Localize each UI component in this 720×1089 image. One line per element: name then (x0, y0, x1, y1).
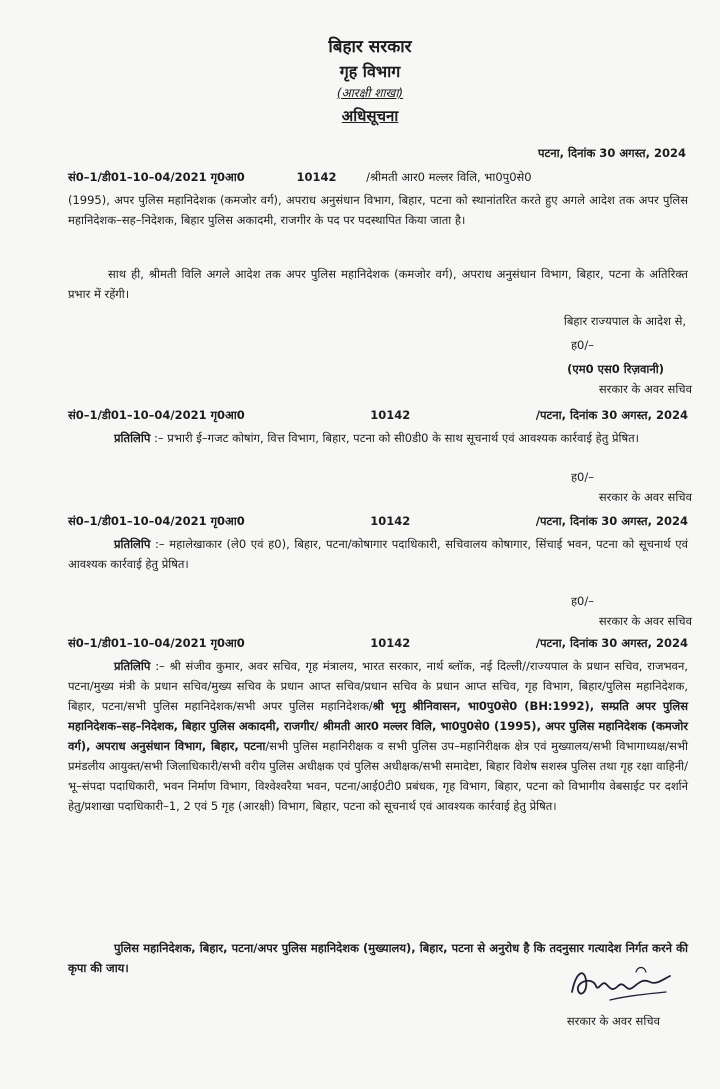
copy2-text (68, 534, 688, 574)
copy3-ref-line (68, 636, 688, 651)
signature-mark (566, 962, 676, 1008)
ref-date: /पटना, दिनांक 30 अगस्त, 2024 (535, 408, 688, 422)
ref-serial: 10142 (370, 636, 411, 650)
ref-serial: 10142 (370, 408, 411, 422)
copy3-body-a: :– श्री संजीव कुमार, अवर सचिव, गृह मंत्रालय, भारत सरकार, नार्थ ब्लॉक, नई दिल्ली//राज्यपाल के प्रधान सचिव, राजभवन, पटना/मुख्य मंत्री के प्रधान सचिव/मुख्य सचिव के प्रधान आप्त सचिव/प्रधान सचिव के प्रधान आप्त सचिव, गृह विभाग, बिहार/पुलिस महानिदेशक, बिहार, पटना/सभी पुलिस महानिदेशक/सभी अपर पुलिस महानिदेशक/ (68, 659, 688, 713)
ref-date: /पटना, दिनांक 30 अगस्त, 2024 (535, 636, 688, 650)
section-title: (आरक्षी शाखा) (336, 86, 404, 100)
copy1-text (68, 428, 688, 448)
order-line: बिहार राज्यपाल के आदेश से, (563, 314, 686, 328)
copy1-ref-line (68, 408, 688, 423)
designation-3: सरकार के अवर सचिव (598, 614, 692, 628)
document-type: अधिसूचना (341, 107, 399, 125)
designation-final: सरकार के अवर सचिव (566, 1014, 660, 1028)
place-date: पटना, दिनांक 30 अगस्त, 2024 (537, 146, 686, 160)
copy2-body: :– महालेखाकार (ले0 एवं ह0), बिहार, पटना/कोषागार पदाधिकारी, सचिवालय कोषागार, सिंचाई भवन, पटना को सूचनार्थ एवं आवश्यक कार्रवाई हेतु प्रेषित। (68, 537, 689, 571)
copy3-text (68, 656, 688, 816)
notification-first-line: /श्रीमती आर0 मल्लर विलि, भा0पु0से0 (366, 170, 532, 184)
ref-date: /पटना, दिनांक 30 अगस्त, 2024 (535, 514, 688, 528)
ref-number: सं0–1/डी01–10–04/2021 गृ0आ0 (68, 636, 245, 650)
designation-1: सरकार के अवर सचिव (598, 382, 692, 396)
notification-body: (1995), अपर पुलिस महानिदेशक (कमजोर वर्ग), अपराध अनुसंधान विभाग, बिहार, पटना को स्थानांतरित करते हुए अगले आदेश तक अपर पुलिस महानिदेशक–सह–निदेशक, बिहार पुलिस अकादमी, राजगीर के पद पर पदस्थापित किया जाता है। (68, 193, 688, 227)
copy2-ref-line (68, 514, 688, 529)
ref-number: सं0–1/डी01–10–04/2021 गृ0आ0 (68, 514, 245, 528)
ref-serial: 10142 (370, 514, 411, 528)
copy3-body-b: श्री भृगु श्रीनिवासन, भा0पु0से0 (BH:1992), सम्प्रति अपर पुलिस महानिदेशक–सह–निदेशक, बिहार पुलिस अकादमी, राजगीर/ श्रीमती आर0 मल्लर विलि, भा0पु0से0 (1995), अपर पुलिस महानिदेशक (कमजोर वर्ग), अपराध अनुसंधान विभाग, बिहार, पटना (68, 699, 688, 753)
signed-mark-1: ह0/– (570, 338, 594, 352)
copy1-body: :– प्रभारी ई–गजट कोषांग, वित्त विभाग, बिहार, पटना को सी0डी0 के साथ सूचनार्थ एवं आवश्यक कार्रवाई हेतु प्रेषित। (154, 431, 640, 445)
notification-para-2: साथ ही, श्रीमती विलि अगले आदेश तक अपर पुलिस महानिदेशक (कमजोर वर्ग), अपराध अनुसंधान विभाग, बिहार, पटना के अतिरिक्त प्रभार में रहेंगी। (68, 267, 688, 301)
copy-label: प्रतिलिपि (114, 659, 151, 673)
ref-number: सं0–1/डी01–10–04/2021 गृ0आ0 (68, 408, 245, 422)
signed-mark-2: ह0/– (570, 470, 594, 484)
signed-mark-3: ह0/– (570, 594, 594, 608)
officer-name: (एम0 एस0 रिज़वानी) (567, 362, 664, 376)
copy3-body-c: /सभी पुलिस महानिरीक्षक व सभी पुलिस उप–महानिरीक्षक क्षेत्र एवं मुख्यालय/सभी विभागाध्यक्ष/सभी प्रमंडलीय आयुक्त/सभी जिलाधिकारी/सभी वरीय पुलिस अधीक्षक एवं पुलिस अधीक्षक/सभी समादेष्टा, बिहार विशेष सशस्त्र पुलिस तथा गृह रक्षा वाहिनी/ भू–संपदा पदाधिकारी, भवन निर्माण विभाग, विश्वेश्वरैया भवन, पटना/आई0टी0 प्रबंधक, गृह विभाग, बिहार, पटना को विभागीय वेबसाईट पर दर्शाने हेतु/प्रशाखा पदाधिकारी–1, 2 एवं 5 गृह (आरक्षी) विभाग, बिहार, पटना को सूचनार्थ एवं आवश्यक कार्रवाई हेतु प्रेषित। (68, 739, 688, 813)
ref-serial: 10142 (296, 170, 337, 184)
notification-ref-line (68, 170, 688, 185)
department-title: गृह विभाग (339, 62, 401, 81)
copy-label: प्रतिलिपि (114, 431, 151, 445)
government-title: बिहार सरकार (328, 37, 412, 57)
request-paragraph: पुलिस महानिदेशक, बिहार, पटना/अपर पुलिस महानिदेशक (मुख्यालय), बिहार, पटना से अनुरोध है कि तदनुसार गत्यादेश निर्गत करने की कृपा की जाय। (68, 941, 688, 975)
ref-number: सं0–1/डी01–10–04/2021 गृ0आ0 (68, 170, 245, 184)
copy-label: प्रतिलिपि (114, 537, 151, 551)
designation-2: सरकार के अवर सचिव (598, 490, 692, 504)
